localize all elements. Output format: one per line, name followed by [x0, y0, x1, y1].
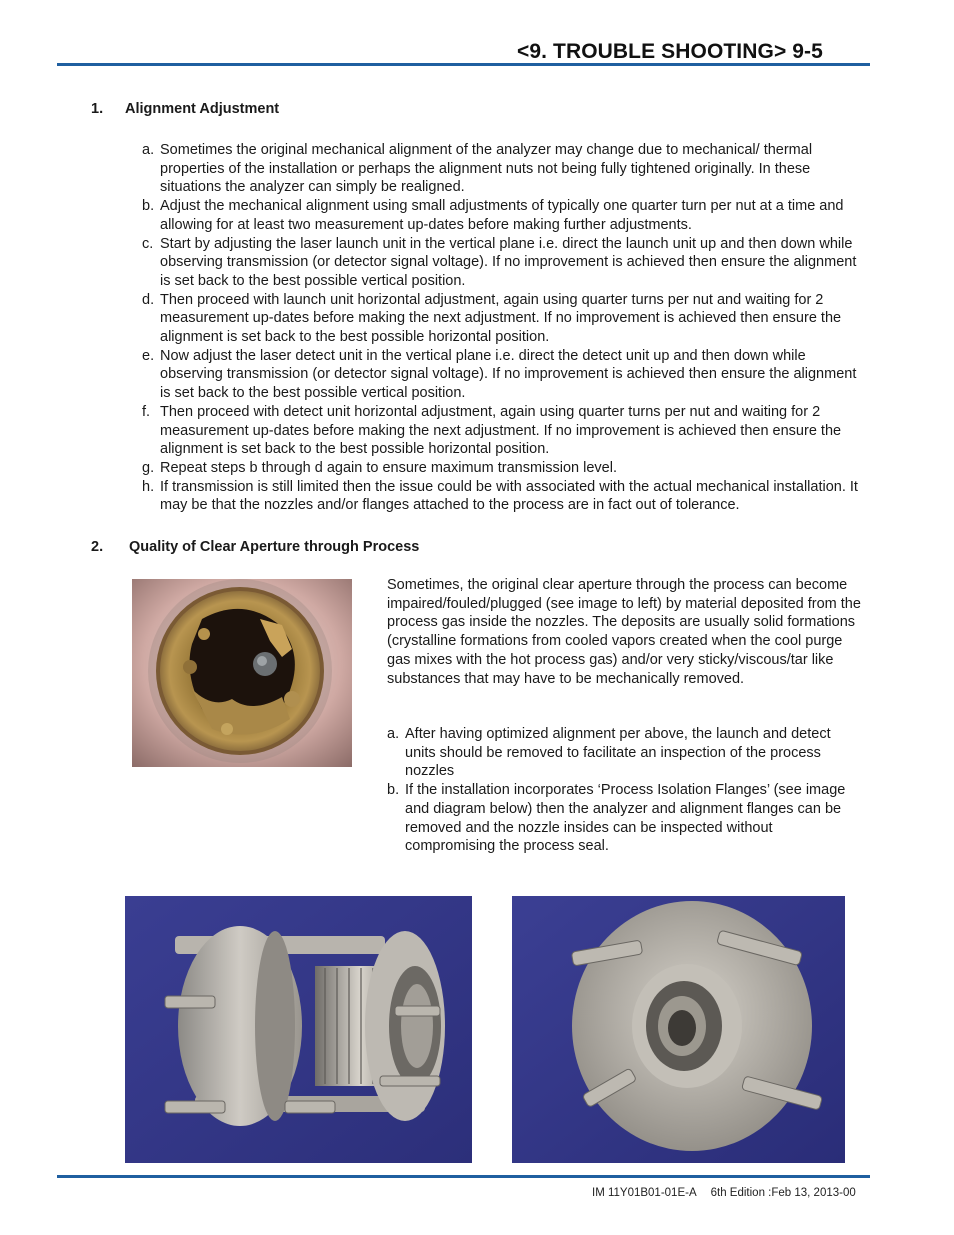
section-2-intro: Sometimes, the original clear aperture through the process can become impaired/fouled/plugged (see image to left) by material deposited from the process gas inside the nozzles. The deposits are usually solid formations (crystalline formations from cooled vapors created when the cool purge gas mixes with the hot process gas) and/or very sticky/viscous/tar like substances that may have to be mechanically removed. — [387, 577, 861, 687]
aperture-steps-list — [387, 725, 865, 856]
list-item: a. Sometimes the original mechanical alignment of the analyzer may change due to mechanical/ thermal properties of the installation or perhaps the alignment nuts not being fully tightened originally. In these situations the analyzer can simply be realigned. — [142, 142, 813, 196]
section-2-title: Quality of Clear Aperture through Process — [129, 539, 420, 555]
list-item: f. Then proceed with detect unit horizontal adjustment, again using quarter turns per nut and waiting for 2 measurement up-dates before making the next adjustment. If no improvement is achieved then ensure the alignment is set back to the best possible horizontal position. — [142, 403, 842, 458]
edition-info: 6th Edition :Feb 13, 2013-00 — [710, 1187, 856, 1199]
list-item: e. Now adjust the laser detect unit in the vertical plane i.e. direct the detect unit up and then down while observing transmission (or detector signal voltage). If no improvement is achieved then ensure the alignment is set back to the best possible vertical position. — [142, 347, 857, 402]
list-item: h. If transmission is still limited then the issue could be with associated with the actual mechanical installation. It may be that the nozzles and/or flanges attached to the process are in fact out of tolerance. — [142, 478, 858, 514]
list-item: d. Then proceed with launch unit horizontal adjustment, again using quarter turns per nut and waiting for 2 measurement up-dates before making the next adjustment. If no improvement is achieved then ensure the alignment is set back to the best possible horizontal position. — [142, 291, 842, 346]
page-footer — [592, 1187, 856, 1199]
list-item: g. Repeat steps b through d again to ensure maximum transmission level. — [142, 459, 617, 476]
alignment-steps-list — [142, 141, 858, 515]
section-1-title: Alignment Adjustment — [125, 101, 280, 117]
section-1-number: 1. — [91, 101, 104, 117]
section-2-number: 2. — [91, 539, 104, 555]
header-rule — [57, 63, 870, 66]
list-item: c. Start by adjusting the laser launch unit in the vertical plane i.e. direct the launch unit up and then down while observing transmission (or detector signal voltage). If no improvement is achieved then ensure the alignment is set back to the best possible vertical position. — [142, 235, 857, 289]
page-title: <9. TROUBLE SHOOTING> 9-5 — [517, 40, 823, 63]
isolation-flange-side-photo — [125, 896, 472, 1163]
fouled-nozzle-photo — [132, 579, 352, 767]
document-id: IM 11Y01B01-01E-A — [592, 1187, 697, 1199]
list-item: a. After having optimized alignment per above, the launch and detect units should be removed to facilitate an inspection of the process nozzles — [387, 726, 831, 780]
list-item: b. Adjust the mechanical alignment using small adjustments of typically one quarter turn per nut at a time and allowing for at least two measurement up-dates before making further adjustments. — [142, 198, 844, 233]
footer-rule — [57, 1175, 870, 1178]
list-item: b. If the installation incorporates ‘Process Isolation Flanges’ (see image and diagram below) then the analyzer and alignment flanges can be removed and the nozzle insides can be inspected without compromising the process seal. — [387, 782, 846, 855]
isolation-flange-face-photo — [512, 896, 845, 1163]
